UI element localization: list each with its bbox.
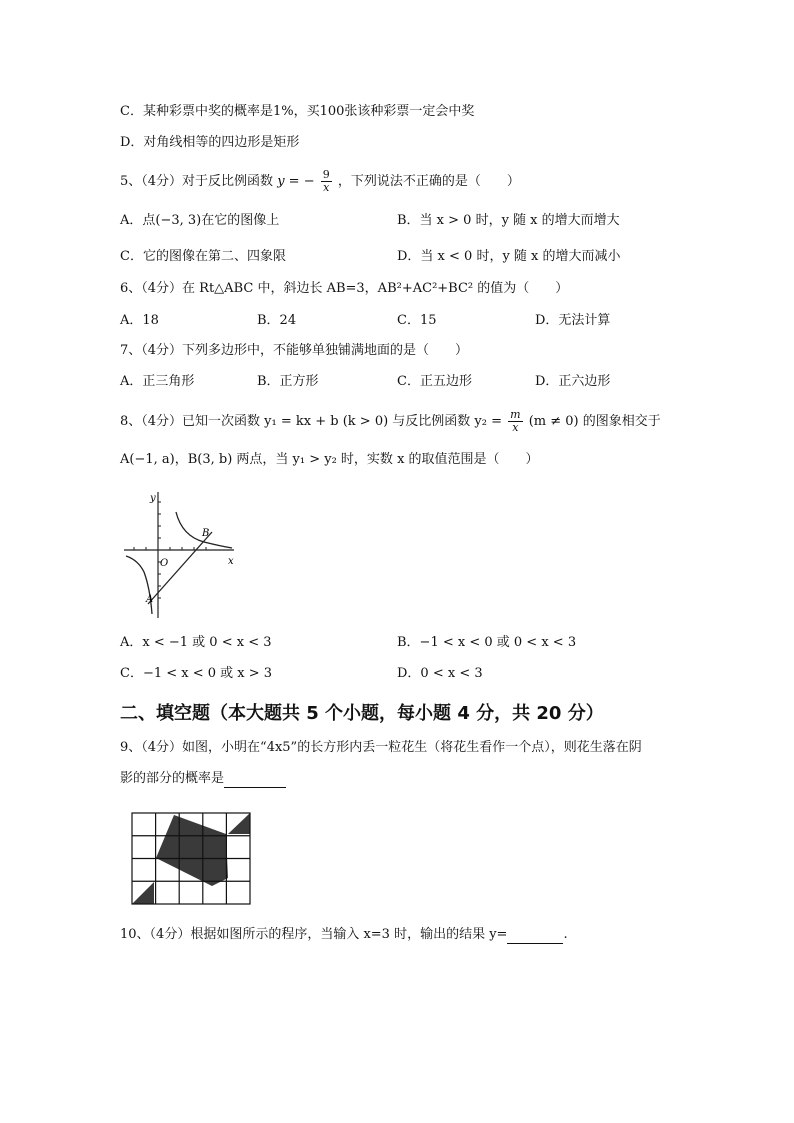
- shaded-triangle-top-right: [228, 813, 250, 834]
- q8-function-graph: [120, 488, 240, 623]
- q10-stem-end: .: [563, 927, 568, 942]
- q7-stem: 7、（4分）下列多边形中，不能够单独铺满地面的是（ ）: [120, 343, 469, 358]
- q7-option-d: D．正六边形: [535, 374, 611, 389]
- graph-label-a: A: [146, 594, 154, 605]
- q8-option-a: A．x < −1 或 0 < x < 3: [120, 635, 272, 650]
- shaded-triangle-bottom-left: [132, 882, 154, 904]
- q9-stem-line2: [120, 770, 286, 788]
- graph-label-y: y: [150, 493, 156, 504]
- q8-stem-a: 8、（4分）已知一次函数 y₁ = kx + b (k > 0) 与反比例函数 y₂ =: [120, 414, 503, 429]
- q5-func-lhs: y = −: [277, 174, 315, 189]
- graph-label-origin: O: [160, 558, 169, 569]
- q10-stem: [120, 926, 568, 944]
- q9-answer-blank[interactable]: [224, 773, 286, 788]
- q8-option-b: B．−1 < x < 0 或 0 < x < 3: [397, 635, 577, 650]
- q8-fraction: [508, 409, 522, 434]
- graph-label-x: x: [228, 556, 234, 567]
- q5-option-a: A．点(−3, 3)在它的图像上: [120, 213, 280, 228]
- q5-option-b: B．当 x > 0 时，y 随 x 的增大而增大: [397, 213, 620, 228]
- q8-frac-den: x: [512, 421, 519, 434]
- q5-fraction: [321, 169, 332, 194]
- q9-grid-figure: [130, 812, 254, 906]
- q7-option-a: A．正三角形: [120, 374, 195, 389]
- q8-option-c: C．−1 < x < 0 或 x > 3: [120, 666, 273, 681]
- q4-option-c: C．某种彩票中奖的概率是1%，买100张该种彩票一定会中奖: [120, 104, 475, 119]
- q9-stem-text: 影的部分的概率是: [120, 771, 225, 786]
- q5-suffix: ，下列说法不正确的是（ ）: [337, 174, 520, 189]
- q6-option-c: C．15: [397, 313, 437, 328]
- section-fill-in-title: 二、填空题（本大题共 5 个小题，每小题 4 分，共 20 分）: [120, 703, 604, 724]
- q5-prefix: 5、（4分）对于反比例函数: [120, 174, 274, 189]
- q7-option-c: C．正五边形: [397, 374, 472, 389]
- q8-frac-num: m: [510, 408, 521, 421]
- q5-frac-den: x: [323, 181, 330, 194]
- q5-frac-num: 9: [322, 168, 330, 181]
- graph-label-b: B: [202, 528, 210, 539]
- q4-option-d: D．对角线相等的四边形是矩形: [120, 135, 300, 150]
- q6-option-b: B．24: [257, 313, 297, 328]
- hyperbola-branch-q3: [126, 556, 152, 614]
- q5-option-d: D．当 x < 0 时，y 随 x 的增大而减小: [397, 249, 621, 264]
- q5-stem: [120, 169, 520, 194]
- q6-option-d: D．无法计算: [535, 313, 611, 328]
- q10-stem-text: 10、（4分）根据如图所示的程序，当输入 x=3 时，输出的结果 y=: [120, 927, 508, 942]
- q6-stem: 6、（4分）在 Rt△ABC 中，斜边长 AB=3，AB²+AC²+BC² 的值为（ ）: [120, 281, 569, 296]
- q6-option-a: A．18: [120, 313, 159, 328]
- q7-option-b: B．正方形: [257, 374, 319, 389]
- q5-option-c: C．它的图像在第二、四象限: [120, 249, 286, 264]
- q8-stem-b: (m ≠ 0) 的图象相交于: [528, 414, 661, 429]
- shaded-quad-center: [156, 815, 228, 886]
- q9-stem-line1: 9、（4分）如图，小明在“4x5”的长方形内丢一粒花生（将花生看作一个点），则花生落在阴: [120, 740, 642, 755]
- q8-option-d: D．0 < x < 3: [397, 666, 483, 681]
- q8-stem-line2: A(−1, a)，B(3, b) 两点，当 y₁ > y₂ 时，实数 x 的取值范围是（ ）: [120, 452, 539, 467]
- q8-stem-line1: [120, 409, 661, 434]
- q10-answer-blank[interactable]: [507, 929, 563, 944]
